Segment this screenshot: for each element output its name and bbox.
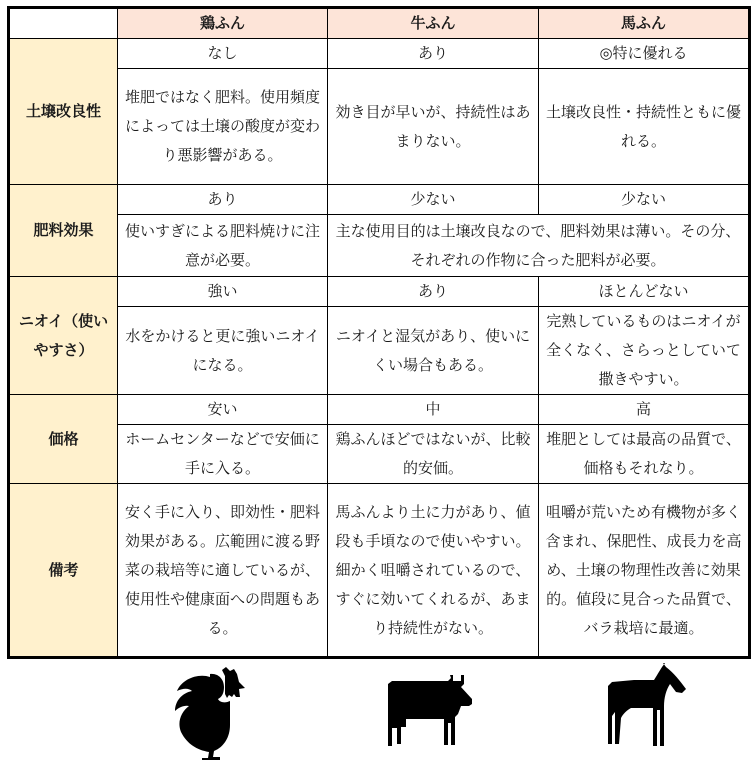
rating-cell: 強い xyxy=(118,277,328,307)
row-price-detail xyxy=(9,425,750,484)
detail-cell: 効き目が早いが、持続性はあまりない。 xyxy=(328,69,539,185)
detail-cell: 完熟しているものはニオイが全くなく、さらっとしていて撒きやすい。 xyxy=(539,307,750,395)
detail-cell: 堆肥ではなく肥料。使用頻度によっては土壌の酸度が変わり悪影響がある。 xyxy=(118,69,328,185)
detail-cell: ホームセンターなどで安価に手に入る。 xyxy=(118,425,328,484)
row-fertilizer-rating xyxy=(9,185,750,215)
rating-cell: 安い xyxy=(118,395,328,425)
rating-cell: 少ない xyxy=(539,185,750,215)
row-label-soil: 土壌改良性 xyxy=(9,39,118,185)
detail-cell: 堆肥としては最高の品質で、価格もそれなり。 xyxy=(539,425,750,484)
detail-cell: 安く手に入り、即効性・肥料効果がある。広範囲に渡る野菜の栽培等に適しているが、使用性や健康面への問題もある。 xyxy=(118,484,328,658)
manure-comparison-table xyxy=(7,6,751,659)
rating-cell: ほとんどない xyxy=(539,277,750,307)
row-soil-detail xyxy=(9,69,750,185)
corner-cell xyxy=(9,8,118,39)
detail-cell: 使いすぎによる肥料焼けに注意が必要。 xyxy=(118,215,328,277)
rating-cell: あり xyxy=(328,39,539,69)
row-odor-detail xyxy=(9,307,750,395)
header-row xyxy=(9,8,750,39)
row-price-rating xyxy=(9,395,750,425)
detail-cell-merged: 主な使用目的は土壌改良なので、肥料効果は薄い。その分、それぞれの作物に合った肥料が必要。 xyxy=(328,215,750,277)
detail-cell: 馬ふんより土に力があり、値段も手頃なので使いやすい。細かく咀嚼されているので、すぐに効いてくれるが、あまり持続性がない。 xyxy=(328,484,539,658)
column-header-chicken: 鶏ふん xyxy=(118,8,328,39)
horse-icon xyxy=(598,663,693,755)
row-soil-rating xyxy=(9,39,750,69)
rating-cell: あり xyxy=(328,277,539,307)
row-label-odor: ニオイ（使いやすさ） xyxy=(9,277,118,395)
rating-cell: あり xyxy=(118,185,328,215)
rating-cell: 中 xyxy=(328,395,539,425)
rating-cell: 少ない xyxy=(328,185,539,215)
cow-icon xyxy=(376,673,476,753)
detail-cell: 鶏ふんほどではないが、比較的安価。 xyxy=(328,425,539,484)
row-notes xyxy=(9,484,750,658)
detail-cell: 土壌改良性・持続性ともに優れる。 xyxy=(539,69,750,185)
column-header-cow: 牛ふん xyxy=(328,8,539,39)
row-label-fertilizer: 肥料効果 xyxy=(9,185,118,277)
rating-cell: ◎特に優れる xyxy=(539,39,750,69)
column-header-horse: 馬ふん xyxy=(539,8,750,39)
detail-cell: 咀嚼が荒いため有機物が多く含まれ、保肥性、成長力を高め、土壌の物理性改善に効果的。値段に見合った品質で、バラ栽培に最適。 xyxy=(539,484,750,658)
rating-cell: なし xyxy=(118,39,328,69)
row-odor-rating xyxy=(9,277,750,307)
detail-cell: ニオイと湿気があり、使いにくい場合もある。 xyxy=(328,307,539,395)
rating-cell: 高 xyxy=(539,395,750,425)
detail-cell: 水をかけると更に強いニオイになる。 xyxy=(118,307,328,395)
animal-icons xyxy=(0,655,753,763)
row-label-notes: 備考 xyxy=(9,484,118,658)
row-fertilizer-detail xyxy=(9,215,750,277)
row-label-price: 価格 xyxy=(9,395,118,484)
rooster-icon xyxy=(170,665,260,760)
